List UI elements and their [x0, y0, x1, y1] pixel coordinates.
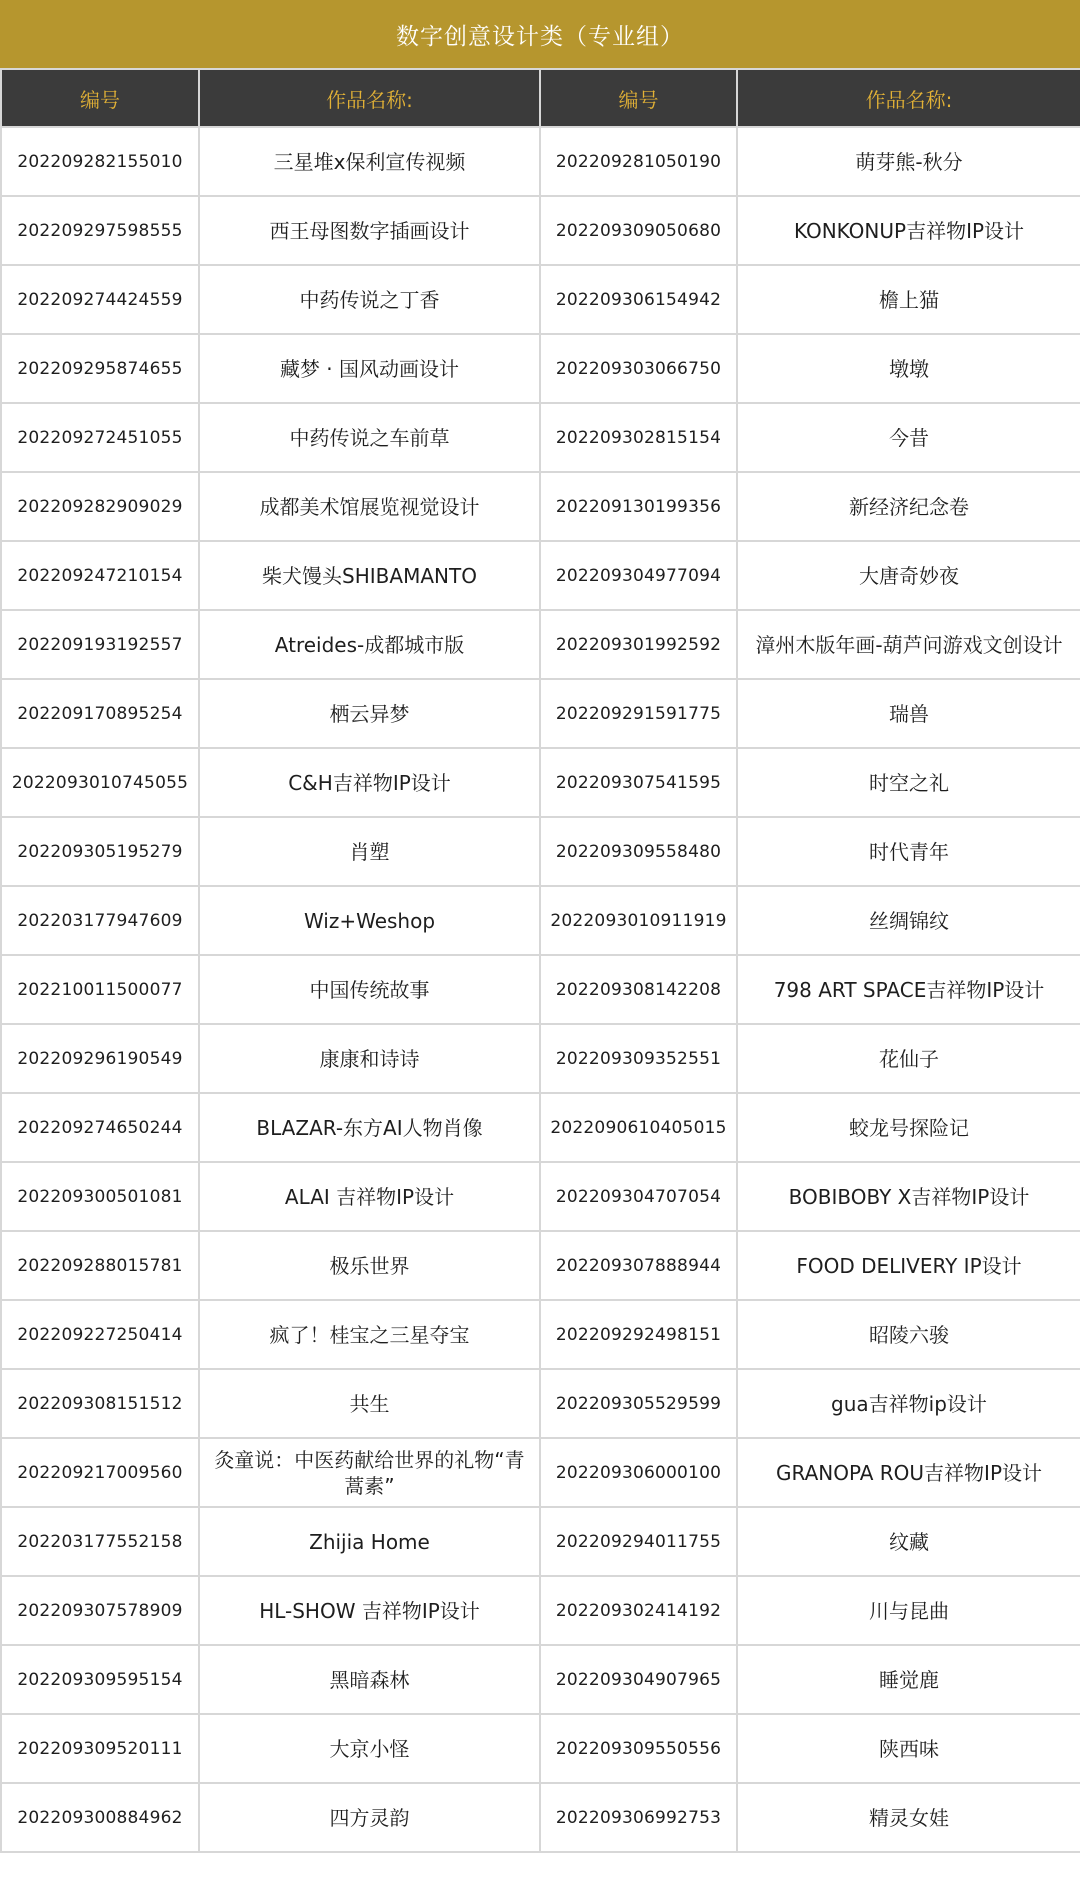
entry-id-left: 202209308151512 — [1, 1369, 199, 1438]
table-row — [1, 1231, 1080, 1300]
entry-id-right: 202209304707054 — [540, 1162, 737, 1231]
entry-id-right: 202209306154942 — [540, 265, 737, 334]
entry-id-left: 202209295874655 — [1, 334, 199, 403]
entry-name-left: 共生 — [199, 1369, 540, 1438]
entry-name-left: 四方灵韵 — [199, 1783, 540, 1852]
header-row — [1, 69, 1080, 127]
entry-id-left: 202209296190549 — [1, 1024, 199, 1093]
entry-id-left: 202203177947609 — [1, 886, 199, 955]
entry-id-right: 2022090610405015 — [540, 1093, 737, 1162]
entry-id-left: 202209282909029 — [1, 472, 199, 541]
entry-name-right: 川与昆曲 — [737, 1576, 1080, 1645]
entry-id-left: 202209193192557 — [1, 610, 199, 679]
table-row — [1, 1369, 1080, 1438]
entry-id-right: 202209305529599 — [540, 1369, 737, 1438]
entry-id-left: 202209288015781 — [1, 1231, 199, 1300]
entry-name-left: Atreides-成都城市版 — [199, 610, 540, 679]
entry-id-right: 202209302414192 — [540, 1576, 737, 1645]
table-row — [1, 955, 1080, 1024]
entry-name-left: Zhijia Home — [199, 1507, 540, 1576]
entry-id-left: 202209247210154 — [1, 541, 199, 610]
table-title: 数字创意设计类（专业组） — [0, 0, 1080, 68]
entry-id-left: 202210011500077 — [1, 955, 199, 1024]
entry-id-left: 202209274650244 — [1, 1093, 199, 1162]
table-row — [1, 127, 1080, 196]
entry-name-left: 中药传说之车前草 — [199, 403, 540, 472]
header-name-left: 作品名称: — [199, 69, 540, 127]
entries-table — [0, 68, 1080, 1853]
entry-name-right: 睡觉鹿 — [737, 1645, 1080, 1714]
entry-id-right: 202209306000100 — [540, 1438, 737, 1507]
entry-name-left: 康康和诗诗 — [199, 1024, 540, 1093]
table-row — [1, 403, 1080, 472]
entry-id-left: 202209300884962 — [1, 1783, 199, 1852]
entry-id-right: 202209301992592 — [540, 610, 737, 679]
entry-id-left: 202209227250414 — [1, 1300, 199, 1369]
entry-name-left: HL-SHOW 吉祥物IP设计 — [199, 1576, 540, 1645]
entry-name-right: 精灵女娃 — [737, 1783, 1080, 1852]
entry-name-right: 798 ART SPACE吉祥物IP设计 — [737, 955, 1080, 1024]
entry-name-left: 黑暗森林 — [199, 1645, 540, 1714]
table-row — [1, 886, 1080, 955]
entry-name-left: 成都美术馆展览视觉设计 — [199, 472, 540, 541]
table-row — [1, 1507, 1080, 1576]
table-row — [1, 610, 1080, 679]
table-row — [1, 1576, 1080, 1645]
entry-name-left: Wiz+Weshop — [199, 886, 540, 955]
entry-id-right: 202209308142208 — [540, 955, 737, 1024]
entry-id-left: 202209217009560 — [1, 1438, 199, 1507]
entry-name-right: 瑞兽 — [737, 679, 1080, 748]
table-row — [1, 1645, 1080, 1714]
table-row — [1, 1162, 1080, 1231]
table-row — [1, 334, 1080, 403]
entry-id-left: 202209272451055 — [1, 403, 199, 472]
entry-id-right: 202209304977094 — [540, 541, 737, 610]
table-row — [1, 748, 1080, 817]
entry-id-left: 202209305195279 — [1, 817, 199, 886]
entry-name-right: 时代青年 — [737, 817, 1080, 886]
entry-id-left: 202209309520111 — [1, 1714, 199, 1783]
entry-id-left: 202203177552158 — [1, 1507, 199, 1576]
entry-name-right: 今昔 — [737, 403, 1080, 472]
entry-id-left: 202209300501081 — [1, 1162, 199, 1231]
entry-name-left: 中国传统故事 — [199, 955, 540, 1024]
entry-id-right: 2022093010911919 — [540, 886, 737, 955]
table-row — [1, 1093, 1080, 1162]
table-row — [1, 1300, 1080, 1369]
entry-id-right: 202209294011755 — [540, 1507, 737, 1576]
entry-name-right: 大唐奇妙夜 — [737, 541, 1080, 610]
entry-name-right: 新经济纪念卷 — [737, 472, 1080, 541]
entry-id-left: 202209274424559 — [1, 265, 199, 334]
entry-id-right: 202209309352551 — [540, 1024, 737, 1093]
entry-name-right: FOOD DELIVERY IP设计 — [737, 1231, 1080, 1300]
entry-id-right: 202209309550556 — [540, 1714, 737, 1783]
entry-name-left: C&H吉祥物IP设计 — [199, 748, 540, 817]
entry-name-left: 极乐世界 — [199, 1231, 540, 1300]
entry-name-right: 时空之礼 — [737, 748, 1080, 817]
table-row — [1, 472, 1080, 541]
table-row — [1, 679, 1080, 748]
entry-name-right: 花仙子 — [737, 1024, 1080, 1093]
entry-id-right: 202209307541595 — [540, 748, 737, 817]
entry-name-left: ALAI 吉祥物IP设计 — [199, 1162, 540, 1231]
entry-id-left: 2022093010745055 — [1, 748, 199, 817]
entry-name-right: BOBIBOBY X吉祥物IP设计 — [737, 1162, 1080, 1231]
entry-id-right: 202209309558480 — [540, 817, 737, 886]
entry-name-right: KONKONUP吉祥物IP设计 — [737, 196, 1080, 265]
entry-name-left: 柴犬馒头SHIBAMANTO — [199, 541, 540, 610]
entry-name-right: 丝绸锦纹 — [737, 886, 1080, 955]
entry-id-left: 202209307578909 — [1, 1576, 199, 1645]
entry-name-left: 灸童说：中医药献给世界的礼物“青蒿素” — [199, 1438, 540, 1507]
table-row — [1, 1024, 1080, 1093]
entry-id-right: 202209130199356 — [540, 472, 737, 541]
entry-id-right: 202209302815154 — [540, 403, 737, 472]
entry-name-left: 疯了！桂宝之三星夺宝 — [199, 1300, 540, 1369]
entry-name-left: 西王母图数字插画设计 — [199, 196, 540, 265]
entry-name-right: 萌芽熊-秋分 — [737, 127, 1080, 196]
entry-id-right: 202209291591775 — [540, 679, 737, 748]
entry-name-right: 昭陵六骏 — [737, 1300, 1080, 1369]
entry-id-right: 202209281050190 — [540, 127, 737, 196]
entry-name-right: 檐上猫 — [737, 265, 1080, 334]
entry-name-left: 三星堆x保利宣传视频 — [199, 127, 540, 196]
entry-name-left: 肖塑 — [199, 817, 540, 886]
entry-id-right: 202209292498151 — [540, 1300, 737, 1369]
table-row — [1, 541, 1080, 610]
entry-id-right: 202209307888944 — [540, 1231, 737, 1300]
table-row — [1, 1714, 1080, 1783]
entry-name-left: 栖云异梦 — [199, 679, 540, 748]
entry-id-left: 202209309595154 — [1, 1645, 199, 1714]
table-row — [1, 1438, 1080, 1507]
table-row — [1, 196, 1080, 265]
entry-id-left: 202209297598555 — [1, 196, 199, 265]
entry-id-left: 202209282155010 — [1, 127, 199, 196]
entry-id-right: 202209306992753 — [540, 1783, 737, 1852]
entry-name-right: GRANOPA ROU吉祥物IP设计 — [737, 1438, 1080, 1507]
entry-name-right: 漳州木版年画-葫芦问游戏文创设计 — [737, 610, 1080, 679]
entry-name-right: 墩墩 — [737, 334, 1080, 403]
entry-name-right: 纹藏 — [737, 1507, 1080, 1576]
entry-name-right: 陕西味 — [737, 1714, 1080, 1783]
table-row — [1, 1783, 1080, 1852]
entry-name-right: 蛟龙号探险记 — [737, 1093, 1080, 1162]
entry-id-right: 202209303066750 — [540, 334, 737, 403]
header-name-right: 作品名称: — [737, 69, 1080, 127]
entry-id-right: 202209309050680 — [540, 196, 737, 265]
entry-name-left: 藏梦 · 国风动画设计 — [199, 334, 540, 403]
entry-name-left: 中药传说之丁香 — [199, 265, 540, 334]
entry-name-left: BLAZAR-东方AI人物肖像 — [199, 1093, 540, 1162]
header-id-right: 编号 — [540, 69, 737, 127]
table-row — [1, 265, 1080, 334]
table-row — [1, 817, 1080, 886]
entry-id-left: 202209170895254 — [1, 679, 199, 748]
entry-name-right: gua吉祥物ip设计 — [737, 1369, 1080, 1438]
header-id-left: 编号 — [1, 69, 199, 127]
entry-name-left: 大京小怪 — [199, 1714, 540, 1783]
entry-id-right: 202209304907965 — [540, 1645, 737, 1714]
